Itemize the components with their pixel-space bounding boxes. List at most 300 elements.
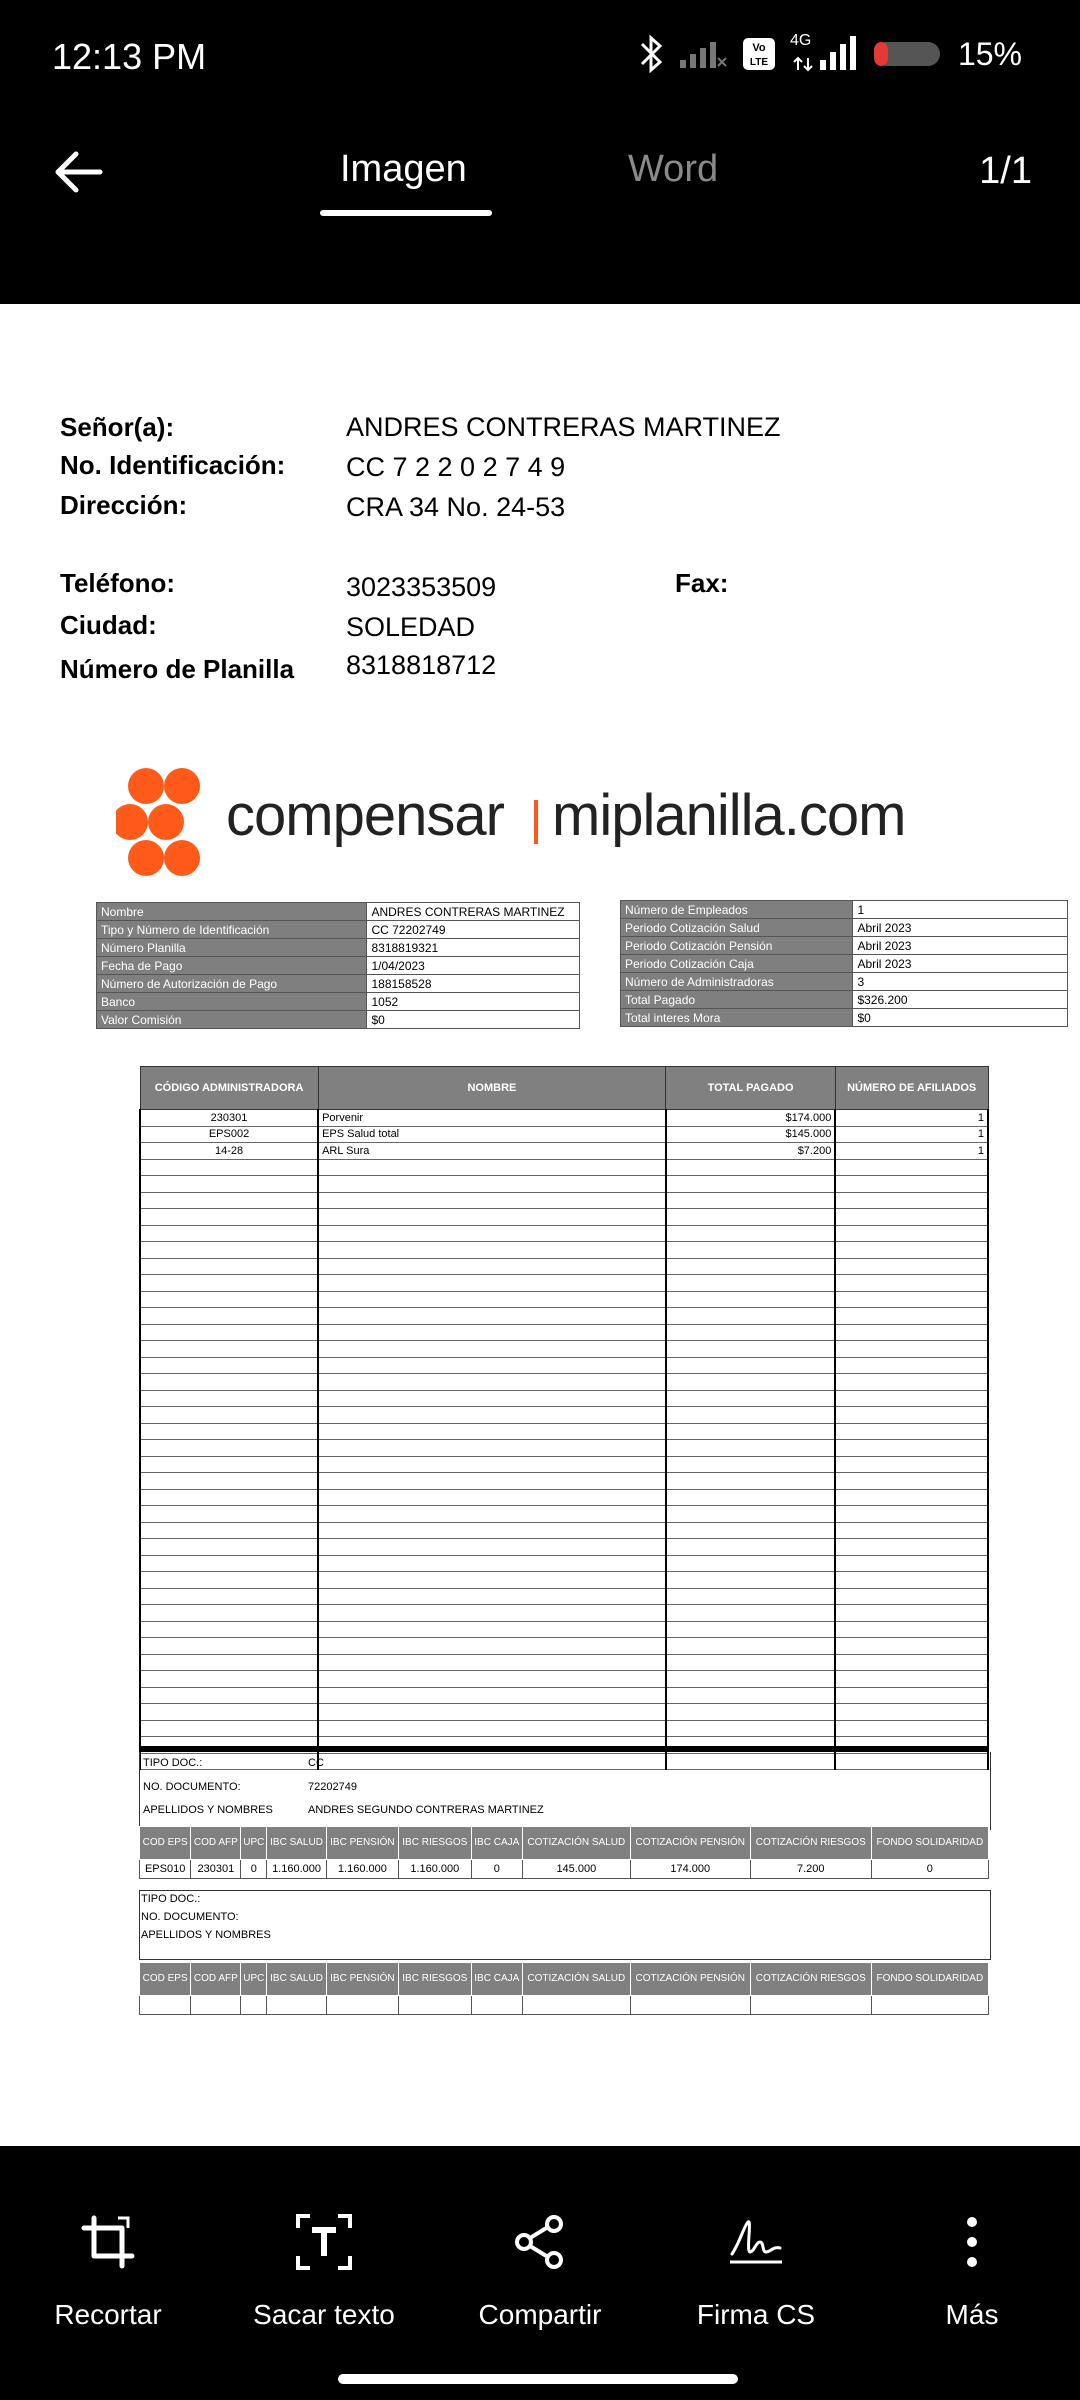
info-value: 8318819321 [367,939,580,957]
aff-column-header: IBC RIESGOS [398,1963,471,1996]
info-row [97,993,580,1011]
tab-image[interactable]: Imagen [340,148,467,190]
signature-icon [726,2212,786,2272]
aff-column-header: COTIZACIÓN SALUD [522,1963,630,1996]
info-label: Número de Autorización de Pago [97,975,367,993]
aff-column-header: FONDO SOLIDARIDAD [871,1963,988,1996]
table-cell [140,1704,318,1721]
table-cell [318,1621,666,1638]
table-cell [666,1225,836,1242]
affiliate-1-block [139,1752,991,1830]
table-cell [666,1456,836,1473]
table-cell [318,1390,666,1407]
header-value-id: CC 7 2 2 0 2 7 4 9 [346,452,566,482]
aff-cell: 1.160.000 [326,1860,398,1879]
table-cell [318,1159,666,1176]
crop-icon [78,2212,138,2272]
table-row [140,1605,988,1622]
table-cell [318,1225,666,1242]
header-value-city: SOLEDAD [346,612,476,642]
aff-cell: 1.160.000 [398,1860,471,1879]
table-cell [318,1258,666,1275]
table-cell [140,1440,318,1457]
table-cell [666,1489,836,1506]
table-row [140,1506,988,1523]
table-cell [835,1621,988,1638]
table-cell [666,1341,836,1358]
table-cell [666,1473,836,1490]
affiliate-2-table [139,1962,989,2015]
info-value: $0 [367,1011,580,1029]
more-icon [942,2212,1002,2272]
document-image [0,304,1080,2146]
table-cell [318,1341,666,1358]
info-row [621,1009,1068,1027]
table-cell [666,1572,836,1589]
table-row [140,1143,988,1160]
table-cell [835,1456,988,1473]
table-cell [140,1275,318,1292]
aff2-doc-label: NO. DOCUMENTO: [141,1911,239,1923]
svg-text:Vo: Vo [752,42,766,54]
aff-cell: EPS010 [140,1860,191,1879]
volte-icon [742,37,776,71]
table-cell [666,1258,836,1275]
table-cell [835,1687,988,1704]
table-cell [835,1473,988,1490]
table-cell [666,1638,836,1655]
table-cell: Porvenir [318,1110,666,1127]
info-row [97,975,580,993]
aff-cell: 7.200 [750,1860,871,1879]
info-label: Nombre [97,903,367,921]
tab-word[interactable]: Word [628,148,719,190]
table-cell [318,1638,666,1655]
table-cell: EPS002 [140,1126,318,1143]
table-cell [666,1506,836,1523]
table-cell [140,1258,318,1275]
home-indicator[interactable] [338,2374,738,2384]
table-cell [140,1506,318,1523]
aff-cell [191,1996,241,2015]
table-cell [835,1341,988,1358]
network-type: 4G [789,32,812,49]
info-value: Abril 2023 [853,919,1068,937]
aff-cell [471,1996,522,2015]
aff-cell: 1.160.000 [267,1860,327,1879]
table-cell [140,1192,318,1209]
table-row [140,1423,988,1440]
info-label: Tipo y Número de Identificación [97,921,367,939]
table-cell [666,1242,836,1259]
table-cell [318,1704,666,1721]
back-arrow-icon[interactable] [48,142,108,202]
share-button[interactable] [432,2212,648,2331]
aff-column-header: COTIZACIÓN SALUD [522,1827,630,1860]
table-cell [666,1687,836,1704]
table-cell [666,1720,836,1737]
table-cell [666,1192,836,1209]
table-cell [835,1671,988,1688]
table-cell [140,1357,318,1374]
table-row [140,1407,988,1424]
table-row [140,1456,988,1473]
info-row [97,903,580,921]
header-value-phone: 3023353509 [346,572,497,602]
table-cell [835,1720,988,1737]
table-cell [835,1324,988,1341]
info-row [97,921,580,939]
table-row [140,1687,988,1704]
info-value: 3 [853,973,1068,991]
table-cell: 1 [835,1143,988,1160]
table-cell [140,1489,318,1506]
table-cell [318,1275,666,1292]
table-cell [318,1357,666,1374]
table-cell [835,1407,988,1424]
aff1-name-label: APELLIDOS Y NOMBRES [143,1804,273,1816]
info-label: Total Pagado [621,991,853,1009]
aff-column-header: COD EPS [140,1827,191,1860]
table-cell [835,1539,988,1556]
table-cell [666,1588,836,1605]
aff-cell: 0 [241,1860,267,1879]
table-cell: $7.200 [666,1143,836,1160]
aff-cell [750,1996,871,2015]
aff-column-header: COD AFP [191,1963,241,1996]
info-row [97,957,580,975]
table-cell [140,1390,318,1407]
table-row [140,1357,988,1374]
table-cell [140,1555,318,1572]
table-cell [318,1324,666,1341]
table-cell [835,1242,988,1259]
info-label: Valor Comisión [97,1011,367,1029]
administrators-table [139,1066,989,1770]
table-cell [140,1621,318,1638]
table-cell: 1 [835,1110,988,1127]
table-cell [835,1572,988,1589]
text-extract-icon [294,2212,354,2272]
aff1-tipo-label: TIPO DOC.: [143,1757,203,1769]
table-row [140,1588,988,1605]
logo-separator [534,800,538,844]
info-value: CC 72202749 [367,921,580,939]
table-cell [835,1522,988,1539]
table-cell [318,1242,666,1259]
table-cell [318,1209,666,1226]
aff-column-header: COTIZACIÓN RIESGOS [750,1827,871,1860]
table-row [140,1720,988,1737]
aff2-tipo-label: TIPO DOC.: [141,1893,201,1905]
table-cell [140,1572,318,1589]
header-label-city: Ciudad: [60,610,157,640]
table-row [140,1258,988,1275]
column-header: NOMBRE [318,1067,666,1110]
table-cell [140,1159,318,1176]
table-cell [140,1209,318,1226]
table-cell: 230301 [140,1110,318,1127]
table-cell [318,1374,666,1391]
aff-column-header: COTIZACIÓN PENSIÓN [630,1827,750,1860]
table-cell [666,1522,836,1539]
table-row [140,1621,988,1638]
table-cell [666,1539,836,1556]
table-cell [835,1423,988,1440]
info-row [97,939,580,957]
crop-label: Recortar [54,2299,162,2330]
table-cell [666,1176,836,1193]
info-value: 1052 [367,993,580,1011]
table-cell [835,1357,988,1374]
table-row [140,1324,988,1341]
table-cell [318,1720,666,1737]
table-cell [318,1687,666,1704]
aff-column-header: IBC CAJA [471,1827,522,1860]
signature-label: Firma CS [696,2299,816,2330]
table-cell [140,1324,318,1341]
table-row [140,1374,988,1391]
table-cell [318,1423,666,1440]
aff-column-header: IBC RIESGOS [398,1827,471,1860]
info-row [97,1011,580,1029]
table-cell [666,1308,836,1325]
aff-column-header: FONDO SOLIDARIDAD [871,1827,988,1860]
extract-text-label: Sacar texto [253,2299,395,2330]
info-label: Fecha de Pago [97,957,367,975]
more-label: Más [945,2299,999,2330]
table-row [140,1638,988,1655]
system-icons [638,34,1022,74]
table-cell [140,1407,318,1424]
aff-cell [241,1996,267,2015]
table-cell [318,1654,666,1671]
table-cell [318,1291,666,1308]
table-cell [318,1192,666,1209]
aff-column-header: COTIZACIÓN PENSIÓN [630,1963,750,1996]
table-cell [140,1654,318,1671]
info-row [621,937,1068,955]
period-info-table [620,900,1068,1027]
table-cell [318,1308,666,1325]
header-value-address: CRA 34 No. 24-53 [346,492,566,522]
table-row [140,1110,988,1127]
table-row [140,1522,988,1539]
table-row [140,1341,988,1358]
info-label: Número de Empleados [621,901,853,919]
table-cell [140,1588,318,1605]
table-cell [666,1423,836,1440]
table-cell [835,1291,988,1308]
table-cell: $174.000 [666,1110,836,1127]
table-cell [318,1440,666,1457]
table-cell [835,1308,988,1325]
table-cell [666,1291,836,1308]
table-cell [140,1242,318,1259]
more-button[interactable] [864,2212,1080,2331]
info-row [621,991,1068,1009]
table-cell [140,1374,318,1391]
table-row [140,1473,988,1490]
aff-column-header: COTIZACIÓN RIESGOS [750,1963,871,1996]
info-label: Número de Administradoras [621,973,853,991]
table-row [140,1390,988,1407]
table-cell: EPS Salud total [318,1126,666,1143]
table-cell [140,1176,318,1193]
header-label-planilla: Número de Planilla [60,654,295,684]
table-cell [140,1341,318,1358]
info-label: Total interes Mora [621,1009,853,1027]
table-cell [835,1638,988,1655]
aff-column-header: COD AFP [191,1827,241,1860]
battery-percent: 15% [957,35,1022,72]
compensar-logo [116,764,936,884]
share-icon [510,2212,570,2272]
table-cell [835,1192,988,1209]
table-row [140,1176,988,1193]
info-row [621,955,1068,973]
aff-column-header: IBC SALUD [267,1963,327,1996]
table-row [140,1209,988,1226]
table-cell [666,1605,836,1622]
table-row [140,1242,988,1259]
aff-cell [267,1996,327,2015]
table-cell [140,1671,318,1688]
aff-cell: 145.000 [522,1860,630,1879]
svg-text:LTE: LTE [749,57,769,68]
column-header: CÓDIGO ADMINISTRADORA [140,1067,318,1110]
table-cell [140,1456,318,1473]
table-cell [666,1654,836,1671]
share-label: Compartir [478,2299,602,2330]
table-cell [666,1275,836,1292]
table-row [140,1555,988,1572]
header-value-name: ANDRES CONTRERAS MARTINEZ [346,412,781,442]
table-cell [835,1258,988,1275]
table-row [140,1275,988,1292]
info-row [621,973,1068,991]
table-row [140,1671,988,1688]
info-row [621,901,1068,919]
logo-brand: compensar [226,783,504,848]
table-row [140,1704,988,1721]
table-cell [318,1605,666,1622]
table-cell: 1 [835,1126,988,1143]
table-cell [835,1209,988,1226]
table-cell [835,1555,988,1572]
logo-site: miplanilla.com [552,783,906,848]
table-row [140,1159,988,1176]
aff-column-header: COD EPS [140,1963,191,1996]
column-header: NÚMERO DE AFILIADOS [835,1067,988,1110]
table-row [140,1489,988,1506]
header-label-id: No. Identificación: [60,450,286,480]
aff-cell: 0 [871,1860,988,1879]
table-cell [835,1390,988,1407]
signature-button[interactable] [648,2212,864,2331]
table-row [140,1291,988,1308]
table-cell [835,1159,988,1176]
aff1-doc-value: 72202749 [308,1781,357,1793]
aff-cell [871,1996,988,2015]
aff-column-header: UPC [241,1963,267,1996]
table-cell [318,1407,666,1424]
table-cell [666,1621,836,1638]
extract-text-button[interactable] [216,2212,432,2331]
info-label: Periodo Cotización Caja [621,955,853,973]
header-label-phone: Teléfono: [60,568,176,598]
table-cell [140,1605,318,1622]
table-cell [318,1489,666,1506]
signal-muted-icon [678,38,728,70]
bottom-toolbar [0,2146,1080,2400]
header-label-address: Dirección: [60,490,188,520]
aff-column-header: IBC PENSIÓN [326,1963,398,1996]
aff-cell: 174.000 [630,1860,750,1879]
table-cell [666,1440,836,1457]
aff-cell [326,1996,398,2015]
logo-dots-icon [116,764,236,884]
info-label: Banco [97,993,367,1011]
table-cell [140,1473,318,1490]
status-bar [0,0,1080,110]
column-header: TOTAL PAGADO [666,1067,836,1110]
aff-cell [398,1996,471,2015]
table-row [140,1126,988,1143]
cell-signal-icon [789,32,858,72]
info-label: Periodo Cotización Salud [621,919,853,937]
table-cell [318,1473,666,1490]
table-row [140,1192,988,1209]
table-row [140,1308,988,1325]
table-cell [666,1357,836,1374]
table-row [140,1654,988,1671]
aff-column-header: IBC CAJA [471,1963,522,1996]
table-row [140,1539,988,1556]
table-cell [140,1539,318,1556]
table-cell [140,1687,318,1704]
table-cell [835,1489,988,1506]
aff-cell [140,1996,191,2015]
aff-column-header: IBC PENSIÓN [326,1827,398,1860]
table-cell: ARL Sura [318,1143,666,1160]
table-row [140,1440,988,1457]
table-cell [140,1423,318,1440]
info-value: ANDRES CONTRERAS MARTINEZ [367,903,580,921]
info-value: 188158528 [367,975,580,993]
aff-cell: 0 [471,1860,522,1879]
info-label: Periodo Cotización Pensión [621,937,853,955]
table-cell [318,1456,666,1473]
header-label-name: Señor(a): [60,412,175,442]
table-cell [318,1506,666,1523]
table-cell [835,1605,988,1622]
crop-button[interactable] [0,2212,216,2331]
table-cell [140,1720,318,1737]
info-value: $326.200 [853,991,1068,1009]
table-cell [140,1225,318,1242]
aff-cell [630,1996,750,2015]
info-row [621,919,1068,937]
aff1-doc-label: NO. DOCUMENTO: [143,1781,241,1793]
info-value: $0 [853,1009,1068,1027]
table-cell [835,1654,988,1671]
table-cell [318,1176,666,1193]
table-cell [318,1671,666,1688]
table-cell [835,1176,988,1193]
aff2-name-label: APELLIDOS Y NOMBRES [141,1929,271,1941]
table-cell [835,1704,988,1721]
